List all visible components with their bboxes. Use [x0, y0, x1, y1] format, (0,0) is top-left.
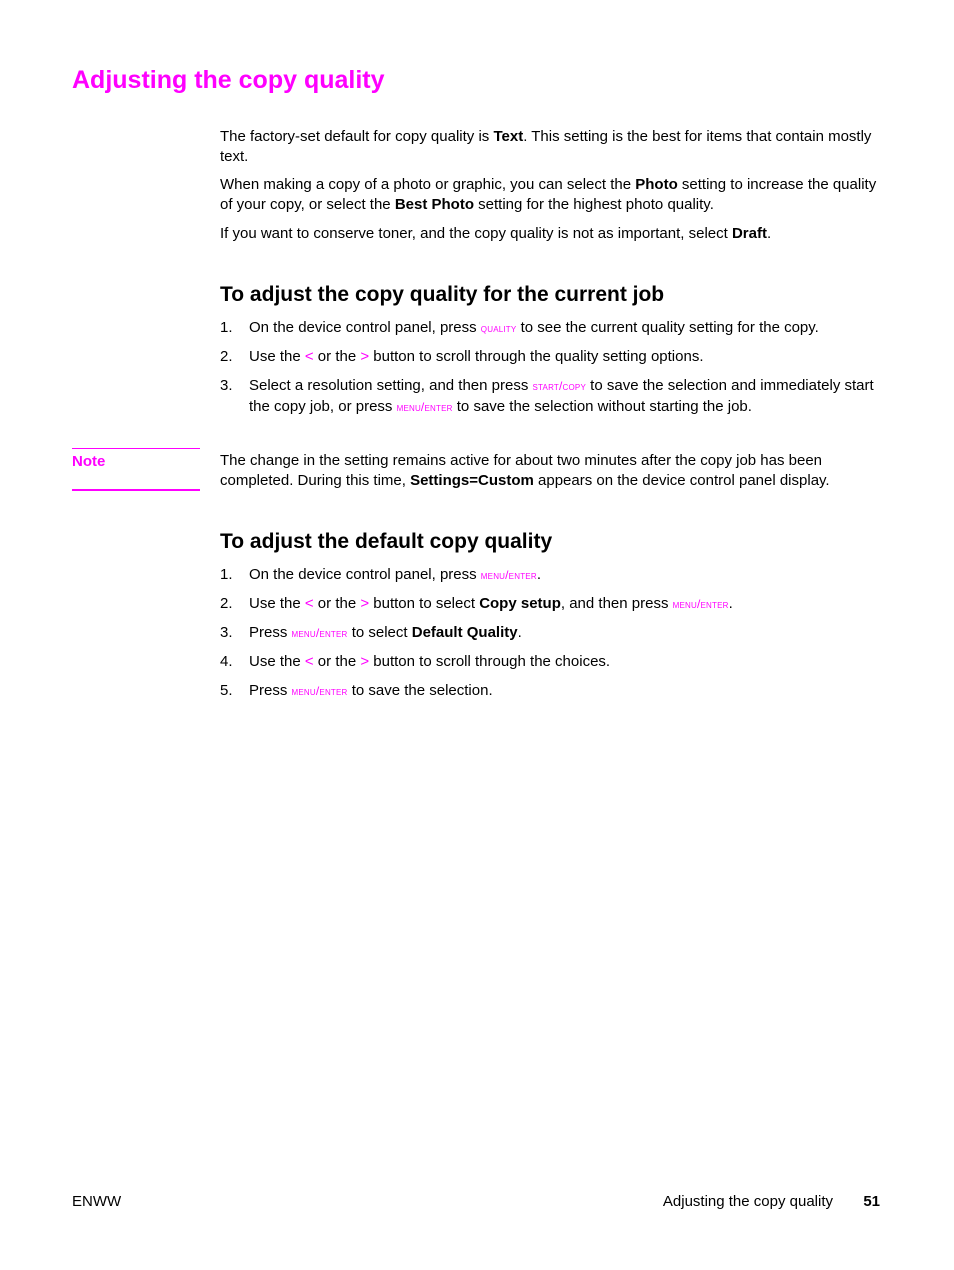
step-number: 3. [220, 377, 233, 394]
menu-enter-key: menu/enter [291, 684, 348, 698]
step-text: On the device control panel, press menu/enter. [249, 566, 541, 583]
right-arrow-key: > [360, 348, 370, 365]
intro-paragraph-1: The factory-set default for copy quality is Text. This setting is the best for items that contain mostly text. [220, 128, 872, 165]
page-number: 51 [863, 1193, 880, 1210]
step-text: Press menu/enter to select Default Quality. [249, 624, 522, 641]
footer-left-label: ENWW [72, 1193, 122, 1210]
list-item [220, 681, 880, 701]
step-number: 4. [220, 653, 233, 670]
list-item [220, 347, 880, 367]
list-item [220, 376, 880, 436]
start-copy-key: start/copy [532, 379, 587, 393]
right-arrow-key: > [360, 653, 370, 670]
left-arrow-key: < [304, 595, 314, 612]
list-item [220, 594, 880, 614]
list-item [220, 565, 880, 585]
intro-paragraph-3: If you want to conserve toner, and the copy quality is not as important, select Draft. [220, 225, 772, 242]
step-text: Use the < or the > button to select Copy setup, and then press menu/enter. [249, 595, 733, 612]
step-number: 1. [220, 319, 233, 336]
left-arrow-key: < [304, 653, 314, 670]
footer-section-title: Adjusting the copy quality [662, 1193, 833, 1210]
list-item [220, 652, 880, 672]
list-item [220, 623, 880, 643]
menu-enter-key: menu/enter [480, 568, 537, 582]
step-text: Select a resolution setting, and then press start/copy to save the selection and immediately start the copy job, or press menu/enter to save the selection without starting the job. [249, 377, 874, 415]
list-item [220, 318, 880, 338]
menu-enter-key: menu/enter [396, 399, 453, 414]
page-title: Adjusting the copy quality [72, 66, 385, 94]
note-text: The change in the setting remains active for about two minutes after the copy job has been completed. During this time, Settings=Custom appears on the device control panel display. [220, 452, 830, 489]
note-top-rule [72, 448, 200, 449]
right-arrow-key: > [360, 595, 370, 612]
step-number: 1. [220, 566, 233, 583]
left-arrow-key: < [304, 348, 314, 365]
quality-key: quality [480, 321, 517, 335]
section-heading-current-job: To adjust the copy quality for the current job [220, 283, 665, 306]
section-heading-default-quality: To adjust the default copy quality [220, 530, 553, 553]
intro-paragraph-2: When making a copy of a photo or graphic, you can select the Photo setting to increase the quality of your copy, or select the Best Photo setting for the highest photo quality. [220, 176, 877, 213]
step-number: 3. [220, 624, 233, 641]
step-number: 2. [220, 595, 233, 612]
step-text: Use the < or the > button to scroll through the choices. [249, 653, 611, 670]
note-bottom-rule [72, 489, 200, 491]
step-number: 2. [220, 348, 233, 365]
menu-enter-key: menu/enter [291, 626, 348, 640]
step-text: On the device control panel, press quality to see the current quality setting for the copy. [249, 319, 819, 336]
step-text: Use the < or the > button to scroll through the quality setting options. [249, 348, 704, 365]
menu-enter-key: menu/enter [672, 597, 729, 611]
note-label: Note [72, 453, 106, 470]
step-text: Press menu/enter to save the selection. [249, 682, 493, 699]
step-number: 5. [220, 682, 233, 699]
